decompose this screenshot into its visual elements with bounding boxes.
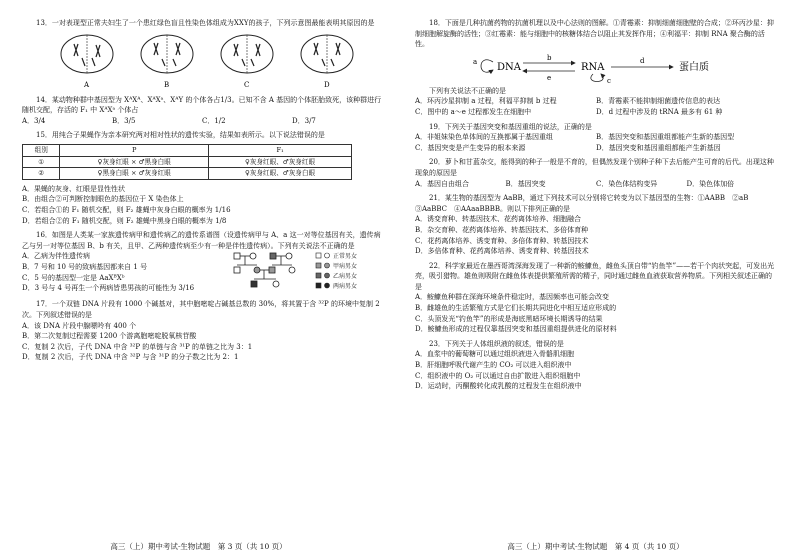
q22-stem: 22．科学家最近在墨西哥湾深海发现了一种新的鮟鱇鱼，雌鱼头顶自带“钓鱼竿”——若干个肉状突起，可发出光亮，吸引猎物。雄鱼则吸附在雌鱼体表提供繁殖所需的精子，同时通过雌鱼血液获取营养物质。下列相关叙述正确的是: [415, 261, 775, 291]
table-cell: ♀灰身红眼、♂灰身红眼: [209, 156, 352, 168]
q20-option-c[interactable]: C．染色体结构变异: [596, 179, 658, 188]
q18-question: 下列有关说法不正确的是: [429, 86, 506, 95]
rna-replication-arrow: [591, 74, 603, 82]
q13-cell-division-figure: [22, 29, 382, 91]
q21-option-d[interactable]: D．多倍体育种、花药离体培养、诱变育种、转基因技术: [415, 247, 589, 256]
q14-stem: 14．某动物种群中基因型为 XᴬXᴬ、XᴬXᵃ、XᴬY 的个体各占1/3。已知不含 A 基因的个体胚胎致死，该种群进行随机交配，存活的 F₁ 中 XᴬXᵃ 个体占: [22, 95, 382, 115]
table-header-f1: F₁: [209, 144, 352, 156]
question-22: [415, 261, 777, 335]
table-header-p: P: [60, 144, 209, 156]
q18-options: [415, 96, 777, 117]
cell-a: [61, 35, 113, 73]
q23-option-a[interactable]: A．血浆中的葡萄糖可以通过组织液进入骨骼肌细胞: [415, 350, 575, 359]
label-a: a: [473, 57, 478, 66]
q17-stem: 17．一个双链 DNA 片段有 1000 个碱基对，其中胞嘧啶占碱基总数的 30%，将其置于含 ³²P 的环境中复制 2 次。下列叙述错误的是: [22, 300, 380, 319]
q23-stem: 23．下列关于人体组织液的叙述，错误的是: [429, 339, 564, 348]
q23-option-b[interactable]: B．肝细胞呼吸代谢产生的 CO₂ 可以进入组织液中: [415, 361, 572, 370]
q19-option-d[interactable]: D．基因突变和基因重组都能产生新基因: [596, 143, 721, 152]
question-18: [415, 18, 777, 118]
right-column: [415, 18, 777, 396]
table-cell: ②: [23, 168, 60, 180]
q15-option-a[interactable]: A．果蝇的灰身、红眼是显性性状: [22, 184, 126, 193]
label-e: e: [547, 73, 552, 82]
q14-option-b[interactable]: B．3/5: [112, 116, 136, 125]
question-13: [22, 18, 382, 91]
question-20: [415, 157, 777, 189]
legend-normal: 正常男女: [333, 253, 358, 261]
q20-options: [415, 179, 777, 190]
q16-option-d[interactable]: D．3 号与 4 号再生一个两病皆患男孩的可能性为 3/16: [22, 284, 195, 293]
q21-options: [415, 214, 777, 256]
q17-options: [22, 321, 382, 363]
q15-option-d[interactable]: D．若组合②的 F₁ 随机交配，则 F₂ 雄蝇中黑身白眼的概率为 1/8: [22, 216, 227, 225]
q16-option-b[interactable]: B．7 号和 10 号的致病基因都来自 1 号: [22, 262, 148, 271]
q18-stem: 18．下面是几种抗菌药物的抗菌机理以及中心法则的图解。①青霉素：抑制细菌细胞壁的合成；②环丙沙星：抑制细胞解旋酶的活性；③红霉素：能与细胞中的核糖体结合以阻止其发挥作用；④利福平：抑制 RNA 聚合酶的活性。: [415, 19, 774, 49]
question-21: [415, 193, 777, 257]
dna-label: DNA: [497, 61, 521, 73]
fig-label-b: B: [164, 80, 170, 89]
q17-option-d[interactable]: D．复制 2 次后，子代 DNA 中含 ³²P 与含 ³¹P 的分子数之比为 2：1: [22, 353, 239, 362]
q20-option-a[interactable]: A．基因自由组合: [415, 179, 470, 188]
cell-c: [221, 35, 273, 73]
q19-options: [415, 132, 777, 153]
replication-arrow: [481, 60, 493, 72]
label-d: d: [640, 56, 645, 65]
fig-label-a: A: [84, 80, 90, 89]
q19-option-a[interactable]: A．非姐妹染色单体间的互换都属于基因重组: [415, 133, 554, 142]
table-cell: ♀灰身红眼 × ♂黑身白眼: [60, 156, 209, 168]
q18-option-d[interactable]: D．d 过程中涉及的 tRNA 最多有 61 种: [596, 107, 723, 116]
table-cell: ♀黑身白眼 × ♂灰身红眼: [60, 168, 209, 180]
q21-stem: 21．某生物的基因型为 AaBB，通过下列技术可以分别将它转变为以下基因型的生物：①AABB ②aB ③AaBBC ④AAaaBBBB。则以下排列正确的是: [415, 194, 756, 213]
q20-stem: 20．萝卜和甘蓝杂交，能得到的种子一般是不育的，但偶然发现个别种子种下去后能产生可育的后代。出现这种现象的原因是: [415, 158, 774, 177]
fig-label-d: D: [324, 80, 330, 89]
q17-option-b[interactable]: B．第二次复制过程需要 1200 个游离胞嘧啶脱氧核苷酸: [22, 332, 197, 341]
q20-option-d[interactable]: D．染色体加倍: [686, 179, 735, 188]
q16-body: [22, 251, 382, 295]
q18-option-c[interactable]: C．图中的 a～e 过程都发生在细胞中: [415, 107, 532, 116]
legend-disease-a: 甲病男女: [333, 263, 358, 271]
page-footer-4: 高三（上）期中考试·生物试题 第 4 页（共 10 页）: [507, 542, 684, 551]
q15-stem: 15．用纯合子果蝇作为亲本研究两对相对性状的遗传实验，结果如表所示。以下说法错误的是: [36, 131, 325, 140]
q15-options: [22, 184, 382, 226]
q13-stem: 13．一对表现型正常夫妇生了一个患红绿色盲且性染色体组成为XXY的孩子，下列示意图最能表明其原因的是: [36, 19, 375, 27]
q16-option-a[interactable]: A．乙病为伴性遗传病: [22, 252, 91, 261]
q16-option-c[interactable]: C．5 号的基因型一定是 AaXᴮXᵇ: [22, 273, 125, 282]
q21-option-c[interactable]: C．花药离体培养、诱变育种、多倍体育种、转基因技术: [415, 236, 589, 245]
question-15: [22, 130, 382, 226]
q23-option-c[interactable]: C．组织液中的 O₂ 可以通过自由扩散进入组织细胞中: [415, 371, 581, 380]
left-column: [22, 18, 382, 367]
table-cell: ①: [23, 156, 60, 168]
question-16: [22, 230, 382, 295]
exam-page-4: [397, 0, 794, 560]
question-19: [415, 122, 777, 154]
q16-pedigree-chart: [232, 251, 382, 295]
fig-label-c: C: [244, 80, 250, 89]
q21-option-a[interactable]: A．诱变育种、转基因技术、花药离体培养、细胞融合: [415, 215, 582, 224]
q19-stem: 19．下列关于基因突变和基因重组的说法，正确的是: [429, 122, 592, 131]
q22-option-b[interactable]: B．雌雄鱼的生活繁殖方式是它们长期共同进化中相互适应形成的: [415, 304, 617, 313]
q16-options: [22, 251, 232, 295]
cell-b: [141, 35, 193, 73]
q22-option-d[interactable]: D．鮟鱇鱼形成的过程仅靠基因突变和基因重组提供进化的原材料: [415, 325, 617, 334]
table-header-group: 组别: [23, 144, 60, 156]
q19-option-c[interactable]: C．基因突变是产生变异的根本来源: [415, 143, 526, 152]
q15-option-c[interactable]: C．若组合①的 F₁ 随机交配，则 F₂ 雄蝇中灰身白眼的概率为 1/16: [22, 205, 231, 214]
q23-option-d[interactable]: D．运动时，丙酮酸转化成乳酸的过程发生在组织液中: [415, 382, 582, 391]
q16-stem: 16．如图是人类某一家族遗传病甲和遗传病乙的遗传系谱图（设遗传病甲与 A、a 这一对等位基因有关，遗传病乙与另一对等位基因 B、b 有关，且甲、乙两种遗传病至少有一种是伴性遗传病）。下列有关说法不正确的是: [22, 231, 381, 250]
protein-label: 蛋白质: [679, 61, 709, 73]
q14-option-c[interactable]: C．1/2: [202, 116, 226, 125]
q17-option-a[interactable]: A．该 DNA 片段中腺嘌呤有 400 个: [22, 321, 137, 330]
q22-option-a[interactable]: A．鮟鱇鱼种群在深海环境条件稳定时，基因频率也可能会改变: [415, 293, 610, 302]
q23-options: [415, 349, 777, 391]
q15-cross-table: [22, 144, 352, 180]
q21-option-b[interactable]: B．杂交育种、花药离体培养、转基因技术、多倍体育种: [415, 225, 589, 234]
q14-options: [22, 116, 382, 127]
q18-option-a[interactable]: A．环丙沙星抑制 a 过程，利福平抑制 b 过程: [415, 97, 557, 106]
question-17: [22, 299, 382, 363]
table-row: [23, 168, 352, 180]
cell-d: [301, 35, 353, 73]
legend-disease-b: 乙病男女: [333, 273, 358, 281]
central-dogma-diagram: [415, 50, 777, 86]
q14-option-d[interactable]: D．3/7: [292, 116, 316, 125]
q19-option-b[interactable]: B．基因突变和基因重组都能产生新的基因型: [596, 133, 735, 142]
rna-label: RNA: [581, 61, 605, 73]
q22-option-c[interactable]: C．头顶发光“钓鱼竿”的形成是海底黑暗环境长期诱导的结果: [415, 314, 603, 323]
q20-option-b[interactable]: B．基因突变: [505, 179, 546, 188]
label-b: b: [547, 53, 552, 62]
page-footer-3: 高三（上）期中考试·生物试题 第 3 页（共 10 页）: [110, 542, 287, 551]
legend-both-diseases: 两病男女: [333, 283, 358, 291]
q17-option-c[interactable]: C．复制 2 次后，子代 DNA 中含 ³²P 的单链与含 ³¹P 的单链之比为 3：1: [22, 342, 253, 351]
question-23: [415, 339, 777, 392]
q22-options: [415, 292, 777, 334]
q18-option-b[interactable]: B．青霉素不能抑制细菌遗传信息的表达: [596, 97, 721, 106]
label-c: c: [607, 76, 611, 85]
q14-option-a[interactable]: A．3/4: [22, 116, 46, 125]
q15-option-b[interactable]: B．由组合②可判断控制眼色的基因位于 X 染色体上: [22, 195, 184, 204]
question-14: [22, 95, 382, 127]
table-cell: ♀灰身红眼、♂灰身白眼: [209, 168, 352, 180]
table-row: [23, 156, 352, 168]
